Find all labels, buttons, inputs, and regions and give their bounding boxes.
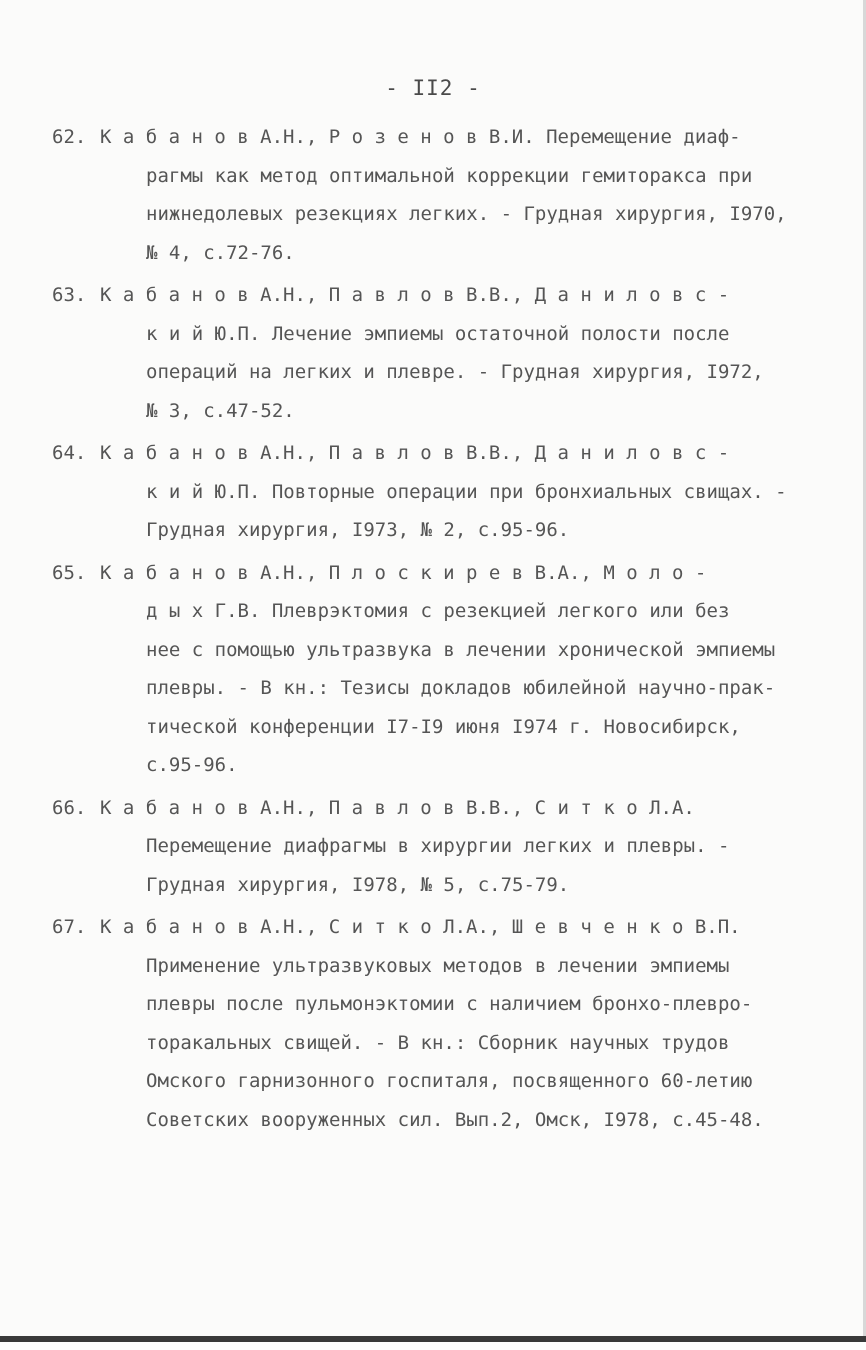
- reference-line: Омского гарнизонного госпиталя, посвященного 60-летию: [146, 1070, 753, 1092]
- reference-line: Грудная хирургия, I973, № 2, с.95-96.: [146, 519, 570, 541]
- reference-number: 62.: [52, 126, 87, 148]
- reference-number: 63.: [52, 284, 87, 306]
- reference-line: тической конференции I7-I9 июня I974 г. Новосибирск,: [146, 715, 741, 738]
- reference-item: [52, 434, 822, 550]
- reference-line: с.95-96.: [146, 754, 238, 776]
- reference-line: К а б а н о в А.Н., П а в л о в В.В., С и т к о Л.А.: [100, 796, 695, 819]
- reference-line: К а б а н о в А.Н., П л о с к и р е в В.А., М о л о -: [100, 561, 707, 584]
- reference-line: к и й Ю.П. Лечение эмпиемы остаточной полости после: [146, 322, 730, 345]
- reference-line: д ы х Г.В. Плеврэктомия с резекцией легкого или без: [146, 600, 730, 622]
- reference-line: К а б а н о в А.Н., С и т к о Л.А., Ш е в ч е н к о В.П.: [100, 916, 741, 938]
- reference-number: 67.: [52, 916, 87, 938]
- reference-item: [52, 118, 822, 272]
- scan-bottom-margin: [0, 1342, 866, 1350]
- reference-line: К а б а н о в А.Н., П а в л о в В.В., Д а н и л о в с -: [100, 442, 730, 464]
- reference-item: [52, 908, 822, 1139]
- reference-line: рагмы как метод оптимальной коррекции гемиторакса при: [146, 164, 753, 187]
- reference-line: операций на легких и плевре. - Грудная хирургия, I972,: [146, 361, 764, 383]
- reference-item: [52, 789, 822, 905]
- reference-line: Грудная хирургия, I978, № 5, с.75-79.: [146, 873, 570, 896]
- reference-line: Применение ультразвуковых методов в лечении эмпиемы: [146, 954, 730, 977]
- reference-line: К а б а н о в А.Н., Р о з е н о в В.И. Перемещение диаф-: [100, 126, 741, 148]
- reference-line: К а б а н о в А.Н., П а в л о в В.В., Д а н и л о в с -: [100, 284, 730, 306]
- page-number: - II2 -: [385, 76, 481, 100]
- reference-line: № 4, с.72-76.: [146, 241, 295, 264]
- reference-line: Перемещение диафрагмы в хирургии легких и плевры. -: [146, 835, 730, 857]
- reference-number: 64.: [52, 442, 87, 464]
- reference-number: 65.: [52, 561, 87, 584]
- reference-line: нее с помощью ультразвука в лечении хронической эмпиемы: [146, 638, 776, 661]
- reference-item: [52, 554, 822, 785]
- reference-line: № 3, с.47-52.: [146, 399, 295, 422]
- reference-line: торакальных свищей. - В кн.: Сборник научных трудов: [146, 1031, 730, 1054]
- reference-line: нижнедолевых резекциях легких. - Грудная хирургия, I970,: [146, 203, 787, 225]
- reference-line: Советских вооруженных сил. Вып.2, Омск, I978, с.45-48.: [146, 1108, 764, 1131]
- reference-line: плевры. - В кн.: Тезисы докладов юбилейной научно-прак-: [146, 677, 776, 699]
- reference-line: к и й Ю.П. Повторные операции при бронхиальных свищах. -: [146, 480, 787, 503]
- reference-number: 66.: [52, 796, 87, 819]
- reference-item: [52, 276, 822, 430]
- reference-list: [52, 118, 822, 1143]
- reference-line: плевры после пульмонэктомии с наличием бронхо-плевро-: [146, 993, 753, 1015]
